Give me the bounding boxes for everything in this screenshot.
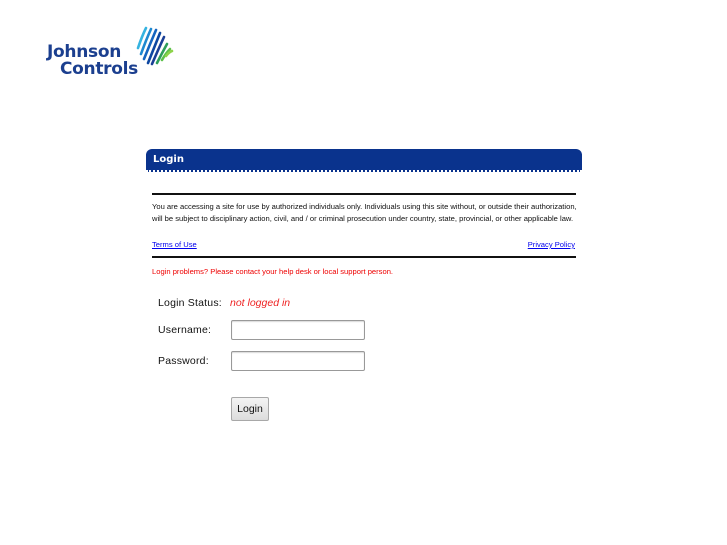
login-help-message: Login problems? Please contact your help desk or local support person. bbox=[152, 267, 394, 276]
logo-wordmark bbox=[44, 44, 138, 78]
panel-title: Login bbox=[153, 154, 184, 165]
divider-top bbox=[152, 193, 576, 195]
logo-swirl-icon bbox=[132, 26, 176, 66]
username-label: Username: bbox=[158, 324, 212, 336]
divider-bottom bbox=[152, 256, 576, 258]
password-label: Password: bbox=[158, 355, 209, 367]
password-input[interactable] bbox=[231, 351, 365, 371]
login-button[interactable]: Login bbox=[231, 397, 269, 421]
username-input[interactable] bbox=[231, 320, 365, 340]
logo-line-2: Controls bbox=[60, 59, 138, 79]
privacy-policy-link[interactable]: Privacy Policy bbox=[527, 240, 575, 249]
logo-line-1: Johnson bbox=[47, 42, 122, 62]
legal-notice: You are accessing a site for use by authorized individuals only. Individuals using this site without, or outside their authorization, will be subject to disciplinary action, civil, and / or criminal prosecution under country, state, provincial, or other applicable law. bbox=[152, 202, 577, 223]
johnson-controls-logo bbox=[44, 26, 179, 86]
terms-of-use-link[interactable]: Terms of Use bbox=[152, 240, 197, 249]
login-status-label: Login Status: bbox=[158, 297, 222, 309]
login-panel-header bbox=[146, 149, 582, 172]
login-status-value: not logged in bbox=[230, 297, 291, 309]
